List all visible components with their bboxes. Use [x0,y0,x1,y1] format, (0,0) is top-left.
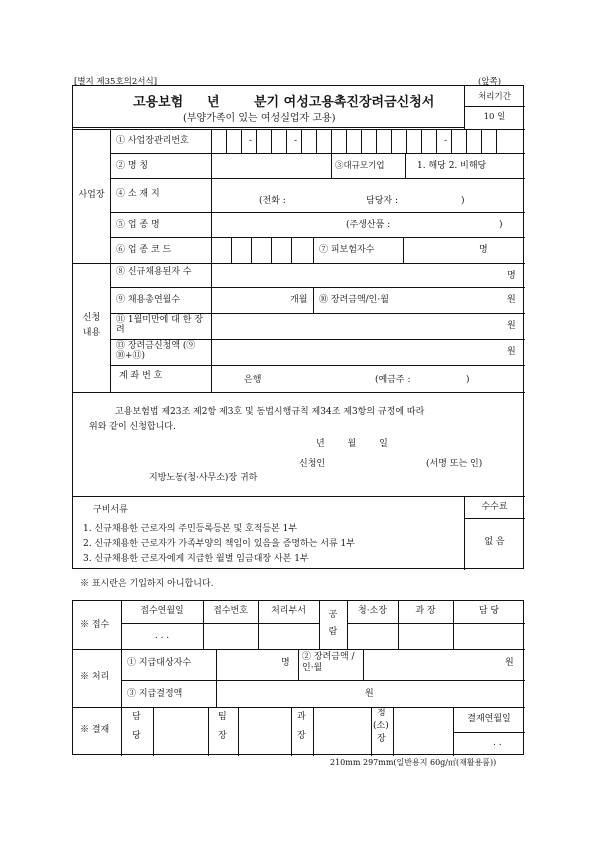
title-subtitle: (부양가족이 있는 여성실업자 고용) [183,113,336,124]
decision-chief-3: 장 [377,734,386,744]
large-firm-options: 1. 해당 2. 비해당 [417,161,487,171]
main-product-label: (주생산품 : [346,220,391,230]
target-unit: 명 [281,658,290,668]
manager-label: 담당자 : [366,196,398,206]
under-month-unit: 원 [507,321,516,331]
section-chief-header: 과 장 [415,606,436,616]
decision-label: ※ 결재 [80,725,110,735]
approval-label-1: 공 [328,610,338,620]
chief-header: 청·소장 [358,606,387,616]
months-label: ⑨ 채용총연월수 [116,295,181,305]
new-hires-unit: 명 [507,271,516,281]
title-part-1: 고용보험 [133,95,184,110]
application-section-label-2: 내용 [82,328,101,338]
under-month-label: ⑪ 1월미만에 대 한 장 려 [116,315,204,336]
staff-header: 담 당 [478,606,500,616]
large-firm-label: ③대규모기업 [335,161,385,171]
name-label: ② 명 칭 [116,161,149,171]
insured-unit: 명 [479,245,488,255]
dept-header: 처리부서 [271,606,306,616]
office-use-table [72,600,524,755]
decided-unit: 원 [365,689,374,699]
decided-label: ③ 지급결정액 [127,689,183,699]
title-part-2: 년 [207,95,220,110]
sign-label: (서명 또는 인) [426,459,483,469]
address-label: ④ 소 재 지 [116,189,160,199]
form-id: [별지 제35호의2서식] [74,77,158,87]
approval-label-2: 람 [328,627,338,637]
application-section-label-1: 신청 [82,313,101,323]
receipt-date-header: 접수연월일 [140,606,184,616]
applicant-label: 신청인 [299,459,326,469]
mgmt-no-dash-3: - [444,136,448,146]
title-part-3: 분기 여성고용촉진장려금신청서 [254,95,435,110]
receipt-label: ※ 접수 [80,620,110,630]
fee-value: 없 음 [484,537,505,547]
statement-date: 년 월 일 [316,439,388,449]
insured-label: ⑦ 피보험자수 [319,245,375,255]
document-item-2: 2. 신규채용한 근로자가 가족부양의 책임이 있음을 증명하는 서류 1부 [83,539,355,549]
mgmt-no-label: ① 사업장관리번호 [116,136,189,146]
decision-date-header: 결재연월일 [467,714,511,724]
decision-date-dots: . . [493,738,502,748]
decision-section-2: 장 [297,731,306,741]
receipt-date-dots: . . . [154,631,170,641]
statement-line-2: 위와 같이 신청합니다. [89,422,176,432]
industry-label: ⑤ 업 종 명 [116,220,160,230]
phone-label: (전화 : [259,196,286,206]
bank-label: 은행 [244,375,262,385]
application-form [72,85,524,569]
process-rate-unit: 원 [505,658,514,668]
account-label: 계 좌 번 호 [119,371,163,381]
decision-chief-1: 청 [377,708,386,718]
address-paren-close: ) [461,196,465,206]
depositor-label: (예금주 : [375,375,411,385]
fee-label: 수수료 [481,502,508,512]
rate-unit: 원 [507,295,516,305]
business-section-label: 사업장 [78,190,105,200]
mgmt-no-dash-2: - [294,136,298,146]
document-item-1: 1. 신규채용한 근로자의 주민등록등본 및 호적등본 1부 [83,524,298,534]
product-paren-close: ) [499,220,503,230]
process-rate-label: ② 장려금액 /인·월 [302,652,355,673]
decision-team-1: 팀 [218,712,227,722]
receipt-no-header: 접수번호 [213,606,248,616]
months-unit: 개월 [290,295,308,305]
decision-staff-1: 담 [132,712,141,722]
statement-line-1: 고용보험법 제23조 제2항 제3호 및 동법시행규칙 제34조 제3항의 규정에 따라 [115,407,425,417]
industry-code-label: ⑥ 업 종 코 드 [116,245,172,255]
office-note: ※ 표시란은 기입하지 아니합니다. [80,579,214,589]
total-label: ⑬ 장려금신청액 (⑨ ⑩+⑪) [116,341,196,362]
process-label: ※ 처리 [80,672,110,682]
rate-label: ⑩ 장려금액/인·월 [319,295,389,305]
mgmt-no-dash-1: - [249,136,253,146]
depositor-paren-close: ) [466,375,470,385]
processing-label: 처리기간 [478,92,511,102]
documents-title: 구비서류 [93,505,128,515]
decision-chief-2: (소) [373,721,389,731]
decision-team-2: 장 [218,731,227,741]
new-hires-label: ⑧ 신규채용된자 수 [116,267,192,277]
processing-value: 10 일 [483,112,506,122]
addressee: 지방노동(청·사무소)장 귀하 [149,473,258,483]
decision-staff-2: 당 [132,731,141,741]
total-unit: 원 [507,347,516,357]
page-side: (앞쪽) [478,77,502,87]
decision-section-1: 과 [297,712,306,722]
paper-spec: 210mm 297mm(일반용지 60g/㎡(재활용품)) [330,758,497,767]
document-item-3: 3. 신규채용한 근로자에게 지급한 월별 임금대장 사본 1부 [83,554,309,564]
target-label: ① 지급대상자수 [127,658,192,668]
